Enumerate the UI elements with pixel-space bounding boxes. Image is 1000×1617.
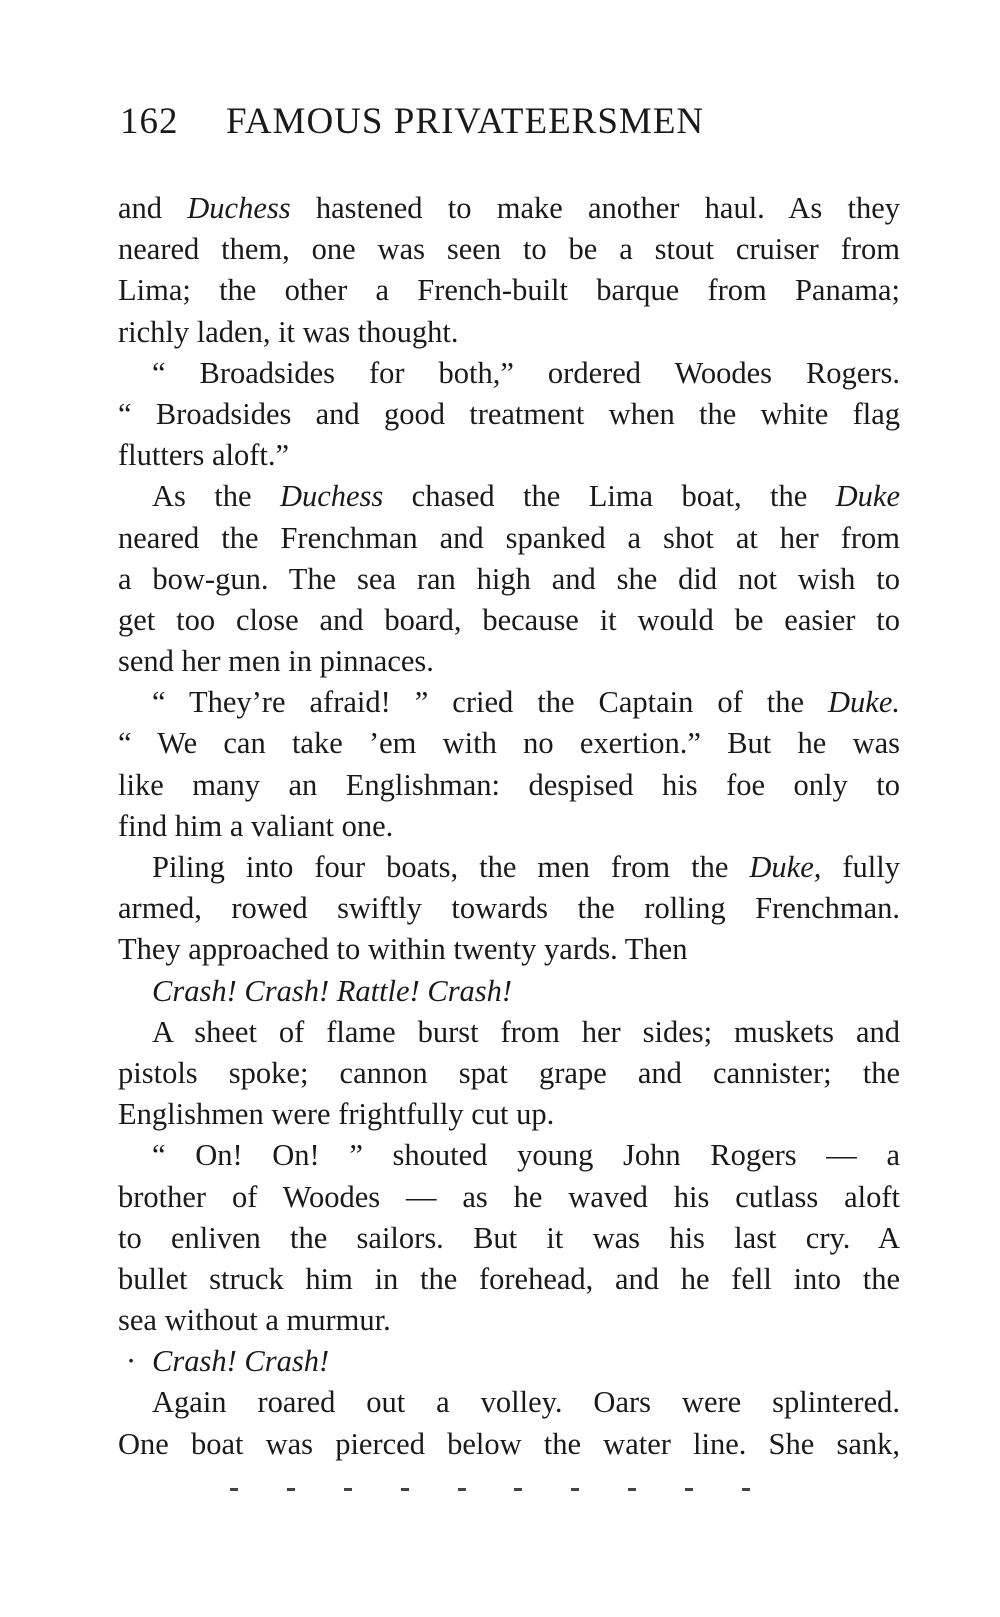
text-line: flutters aloft.” bbox=[118, 438, 290, 473]
text-line: Lima; the other a French-built barque from Panama; bbox=[118, 273, 900, 308]
text-line: to enliven the sailors. But it was his last cry. A bbox=[118, 1220, 900, 1255]
text-line: brother of Woodes — as he waved his cutlass aloft bbox=[118, 1179, 900, 1214]
text-line: find him a valiant one. bbox=[118, 808, 394, 843]
text-line: richly laden, it was thought. bbox=[118, 314, 459, 349]
text-line: “ On! On! ” shouted young John Rogers — a bbox=[152, 1138, 900, 1173]
text-line: “ Broadsides and good treatment when the white flag bbox=[118, 396, 900, 431]
interjection bbox=[118, 971, 900, 1012]
paragraph bbox=[118, 847, 900, 971]
ship-name: Duke bbox=[835, 479, 900, 514]
text-line: pistols spoke; cannon spat grape and cannister; the bbox=[118, 1055, 900, 1090]
text-line: One boat was pierced below the water line. She sank, bbox=[118, 1426, 900, 1461]
text-line: like many an Englishman: despised his foe only to bbox=[118, 767, 900, 802]
text-line: Piling into four boats, the men from the Duke, fully bbox=[152, 850, 900, 884]
paragraph bbox=[118, 682, 900, 847]
text-line: armed, rowed swiftly towards the rolling Frenchman. bbox=[118, 891, 900, 926]
page-number: 162 bbox=[120, 101, 179, 142]
paragraph bbox=[118, 188, 900, 353]
text-line: A sheet of flame burst from her sides; muskets and bbox=[152, 1014, 900, 1049]
text-line: a bow-gun. The sea ran high and she did not wish to bbox=[118, 561, 900, 596]
text-line: “ We can take ’em with no exertion.” But he was bbox=[118, 726, 900, 761]
text-line: get too close and board, because it would be easier to bbox=[118, 602, 900, 637]
body-text bbox=[118, 188, 900, 1465]
text-line: · Crash! Crash! bbox=[118, 1341, 900, 1382]
text-line: Again roared out a volley. Oars were splintered. bbox=[152, 1385, 900, 1420]
text-line: neared them, one was seen to be a stout cruiser from bbox=[118, 232, 900, 267]
paragraph bbox=[118, 476, 900, 682]
interjection bbox=[118, 1341, 900, 1382]
text-line: Crash! Crash! Rattle! Crash! bbox=[152, 973, 513, 1008]
text-line: They approached to within twenty yards. Then bbox=[118, 932, 688, 967]
text-line: and Duchess hastened to make another haul. As they bbox=[118, 191, 900, 225]
cut-off-line-remnant bbox=[230, 1488, 750, 1494]
text-line: bullet struck him in the forehead, and he fell into the bbox=[118, 1261, 900, 1296]
running-head bbox=[120, 100, 900, 143]
text-line: As the Duchess chased the Lima boat, the Duke bbox=[152, 479, 900, 514]
ship-name: Duchess bbox=[187, 191, 291, 225]
text-line: “ Broadsides for both,” ordered Woodes Rogers. bbox=[152, 355, 900, 390]
paragraph bbox=[118, 1135, 900, 1341]
text-line: “ They’re afraid! ” cried the Captain of the Duke. bbox=[152, 685, 900, 720]
paragraph bbox=[118, 1012, 900, 1136]
text-line: neared the Frenchman and spanked a shot at her from bbox=[118, 520, 900, 555]
stray-dot: · bbox=[126, 1344, 137, 1379]
text-line: Englishmen were frightfully cut up. bbox=[118, 1097, 555, 1132]
paragraph bbox=[118, 353, 900, 477]
ship-name: Duchess bbox=[279, 479, 384, 514]
text-line: sea without a murmur. bbox=[118, 1303, 391, 1338]
ship-name: Duke, bbox=[749, 850, 822, 884]
ship-name: Duke. bbox=[828, 685, 900, 720]
text-line: send her men in pinnaces. bbox=[118, 644, 434, 679]
running-title: FAMOUS PRIVATEERSMEN bbox=[226, 101, 705, 142]
paragraph bbox=[118, 1382, 900, 1464]
